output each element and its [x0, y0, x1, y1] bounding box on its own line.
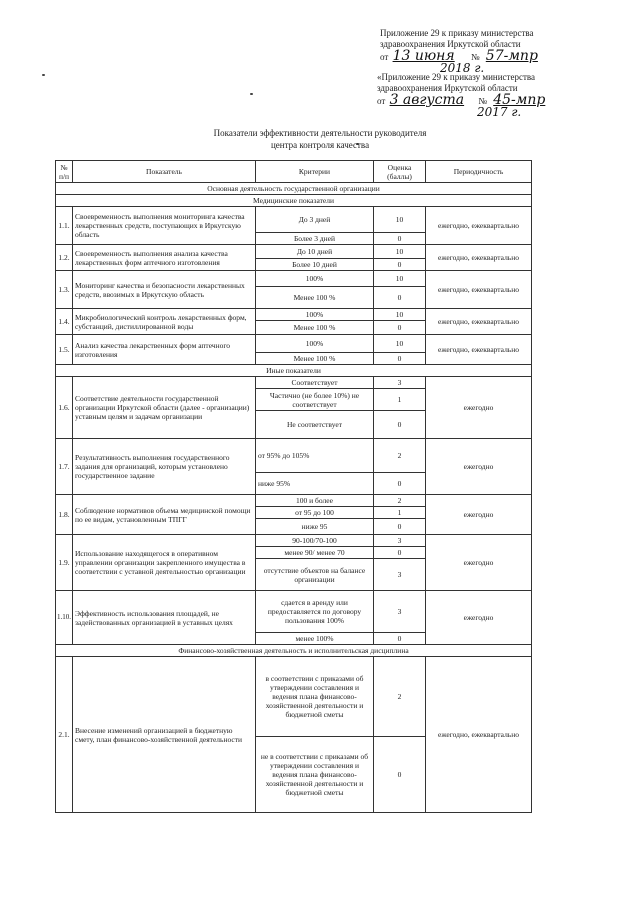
row-indicator: Результативность выполнения государственного задания для организаций, которым установлено государственное задание [73, 439, 256, 495]
header1-year-handwritten: 2018 г. [440, 61, 485, 75]
row-criterion: Менее 100 % [256, 321, 374, 335]
row-score: 2 [374, 439, 426, 473]
header1-date-handwritten: 13 июня [392, 48, 455, 64]
row-criterion: сдается в аренду или предоставляется по договору пользования 100% [256, 591, 374, 633]
row-score: 0 [374, 233, 426, 245]
row-score: 10 [374, 245, 426, 259]
table-row [56, 335, 532, 353]
header2-date-handwritten: 3 августа [389, 92, 465, 108]
row-criterion: менее 100% [256, 633, 374, 645]
table-row [56, 309, 532, 321]
row-score: 0 [374, 547, 426, 559]
row-indicator: Своевременность выполнения мониторинга качества лекарственных средств, поступающих в Иркутскую область [73, 207, 256, 245]
subsection-medical: Медицинские показатели [56, 195, 532, 207]
table-row [56, 207, 532, 233]
row-number: 1.5. [56, 335, 73, 365]
indicators-table [55, 160, 532, 813]
header2-line1: «Приложение 29 к приказу министерства [377, 72, 536, 82]
row-criterion: Не соответствует [256, 411, 374, 439]
row-criterion: Более 10 дней [256, 259, 374, 271]
row-criterion: Соответствует [256, 377, 374, 389]
row-number: 1.10. [56, 591, 73, 645]
approval-header-previous [377, 72, 545, 118]
row-number: 1.1. [56, 207, 73, 245]
row-indicator: Использование находящегося в оперативном управлении организации закрепленного имущества в соответствии с уставной деятельностью организации [73, 535, 256, 591]
header1-line2: здравоохранения Иркутской области [380, 39, 521, 49]
row-score: 3 [374, 591, 426, 633]
section-finance: Финансово-хозяйственная деятельность и исполнительская дисциплина [56, 645, 532, 657]
scan-speck [250, 93, 253, 95]
scan-speck [42, 74, 45, 76]
table-row [56, 495, 532, 507]
row-number: 2.1. [56, 657, 73, 813]
row-criterion: 100 и более [256, 495, 374, 507]
row-score: 0 [374, 321, 426, 335]
row-criterion: отсутствие объектов на балансе организации [256, 559, 374, 591]
row-criterion: 90-100/70-100 [256, 535, 374, 547]
header1-from-label: от [380, 52, 389, 62]
table-row [56, 657, 532, 737]
row-period: ежегодно, ежеквартально [426, 335, 532, 365]
header-period: Периодичность [426, 161, 532, 183]
row-period: ежегодно [426, 495, 532, 535]
header2-number-label: № [478, 96, 487, 106]
subsection-other: Иные показатели [56, 365, 532, 377]
row-period: ежегодно, ежеквартально [426, 245, 532, 271]
header2-line2: здравоохранения Иркутской области [377, 83, 518, 93]
document-title [0, 127, 640, 151]
section-main-activity: Основная деятельность государственной организации [56, 183, 532, 195]
row-indicator: Анализ качества лекарственных форм аптечного изготовления [73, 335, 256, 365]
row-period: ежегодно, ежеквартально [426, 309, 532, 335]
table-row [56, 439, 532, 473]
table-row [56, 271, 532, 287]
row-score: 0 [374, 633, 426, 645]
row-score: 0 [374, 519, 426, 535]
row-indicator: Микробиологический контроль лекарственных форм, субстанций, дистиллированной воды [73, 309, 256, 335]
approval-header-current [380, 28, 538, 74]
row-period: ежегодно [426, 439, 532, 495]
row-score: 0 [374, 259, 426, 271]
row-number: 1.8. [56, 495, 73, 535]
row-score: 1 [374, 389, 426, 411]
row-criterion: менее 90/ менее 70 [256, 547, 374, 559]
row-score: 0 [374, 411, 426, 439]
row-score: 10 [374, 309, 426, 321]
row-score: 0 [374, 473, 426, 495]
row-score: 2 [374, 495, 426, 507]
row-criterion: Менее 100 % [256, 353, 374, 365]
row-period: ежегодно, ежеквартально [426, 657, 532, 813]
row-indicator: Внесение изменений организацией в бюджетную смету, план финансово-хозяйственной деятельности [73, 657, 256, 813]
row-number: 1.2. [56, 245, 73, 271]
row-indicator: Мониторинг качества и безопасности лекарственных средств, ввозимых в Иркутскую область [73, 271, 256, 309]
row-criterion: До 3 дней [256, 207, 374, 233]
row-score: 10 [374, 271, 426, 287]
row-score: 3 [374, 559, 426, 591]
row-number: 1.4. [56, 309, 73, 335]
table-row [56, 535, 532, 547]
title-line1: Показатели эффективности деятельности руководителя [213, 128, 427, 138]
row-period: ежегодно [426, 535, 532, 591]
row-criterion: 100% [256, 271, 374, 287]
header1-number-label: № [470, 52, 480, 62]
title-line2: центра контроля качества [270, 140, 370, 150]
row-score: 0 [374, 353, 426, 365]
header-num: № п/п [56, 161, 73, 183]
header2-number-handwritten: 45-мпр [493, 92, 546, 108]
row-indicator: Эффективность использования площадей, не задействованных организацией в уставных целях [73, 591, 256, 645]
row-score: 10 [374, 207, 426, 233]
row-criterion: 100% [256, 335, 374, 353]
row-period: ежегодно [426, 377, 532, 439]
row-criterion: ниже 95 [256, 519, 374, 535]
table-row [56, 591, 532, 633]
row-period: ежегодно, ежеквартально [426, 207, 532, 245]
row-criterion: Более 3 дней [256, 233, 374, 245]
header2-year-handwritten: 2017 г. [477, 105, 522, 119]
row-criterion: 100% [256, 309, 374, 321]
header1-line1: Приложение 29 к приказу министерства [380, 28, 534, 38]
row-criterion: До 10 дней [256, 245, 374, 259]
header-criteria: Критерии [256, 161, 374, 183]
row-indicator: Своевременность выполнения анализа качества лекарственных форм аптечного изготовления [73, 245, 256, 271]
table-row [56, 245, 532, 259]
row-score: 0 [374, 737, 426, 813]
row-criterion: от 95% до 105% [256, 439, 374, 473]
row-number: 1.7. [56, 439, 73, 495]
row-period: ежегодно, ежеквартально [426, 271, 532, 309]
row-criterion: не в соответствии с приказами об утверждении составления и ведения плана финансово-хозяйственной деятельности и бюджетной сметы [256, 737, 374, 813]
row-criterion: в соответствии с приказами об утверждении составления и ведения плана финансово-хозяйственной деятельности и бюджетной сметы [256, 657, 374, 737]
row-indicator: Соблюдение нормативов объема медицинской помощи по ее видам, установленным ТПГГ [73, 495, 256, 535]
row-indicator: Соответствие деятельности государственной организации Иркутской области (далее - организации) уставным целям и задачам организации [73, 377, 256, 439]
header1-number-handwritten: 57-мпр [485, 48, 538, 64]
header-indicator: Показатель [73, 161, 256, 183]
row-criterion: ниже 95% [256, 473, 374, 495]
table-row [56, 377, 532, 389]
row-criterion: от 95 до 100 [256, 507, 374, 519]
row-period: ежегодно [426, 591, 532, 645]
header2-from-label: от [377, 96, 386, 106]
row-number: 1.3. [56, 271, 73, 309]
row-score: 3 [374, 535, 426, 547]
row-criterion: Менее 100 % [256, 287, 374, 309]
row-criterion: Частично (не более 10%) не соответствует [256, 389, 374, 411]
row-number: 1.6. [56, 377, 73, 439]
row-score: 3 [374, 377, 426, 389]
row-score: 2 [374, 657, 426, 737]
row-score: 10 [374, 335, 426, 353]
header-score: Оценка (баллы) [374, 161, 426, 183]
row-score: 0 [374, 287, 426, 309]
row-number: 1.9. [56, 535, 73, 591]
row-score: 1 [374, 507, 426, 519]
